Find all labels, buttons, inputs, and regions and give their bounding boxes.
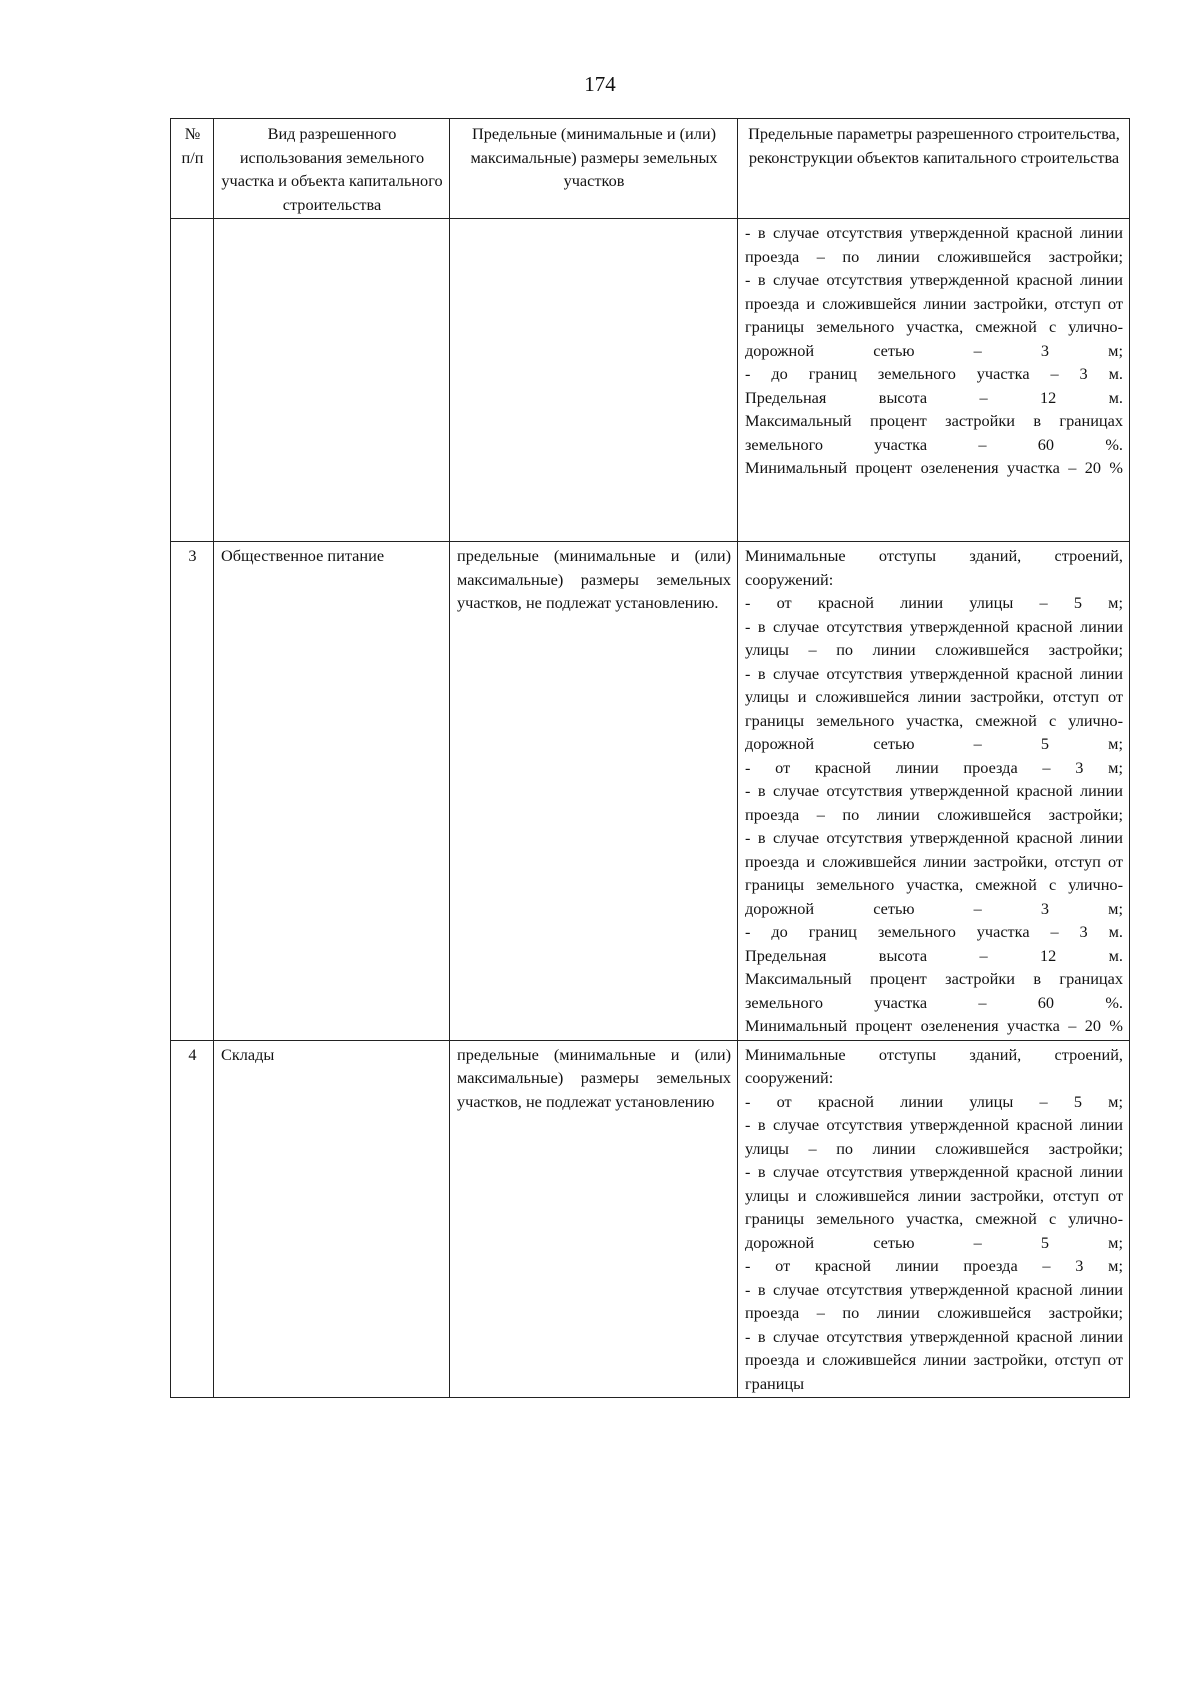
param-line: Предельная высота – 12 м. [745, 945, 1123, 965]
cell-number: 3 [171, 542, 214, 1041]
param-line: - в случае отсутствия утвержденной красной линии проезда – по линии сложившейся застройки; [745, 1279, 1123, 1322]
cell-plot-size: предельные (минимальные и (или) максимальные) размеры земельных участков, не подлежат установлению. [450, 542, 738, 1041]
param-line: Максимальный процент застройки в границах земельного участка – 60 %. [745, 411, 1123, 454]
header-number: № п/п [171, 119, 214, 219]
param-line: - в случае отсутствия утвержденной красной линии улицы и сложившейся линии застройки, отступ от границы земельного участка, смежной с улично-дорожной сетью – 5 м; [745, 663, 1123, 753]
table-row [171, 542, 1130, 1041]
cell-number: 4 [171, 1040, 214, 1398]
param-line: - в случае отсутствия утвержденной красной линии улицы – по линии сложившейся застройки; [745, 616, 1123, 659]
cell-build-params [738, 542, 1130, 1041]
param-line: - в случае отсутствия утвержденной красной линии проезда – по линии сложившейся застройки; [745, 781, 1123, 824]
param-line: Минимальные отступы зданий, строений, сооружений: [745, 546, 1123, 589]
param-line: - от красной линии улицы – 5 м; [745, 1091, 1123, 1111]
param-line: - в случае отсутствия утвержденной красной линии проезда и сложившейся линии застройки, отступ от границы земельного участка, смежной с улично-дорожной сетью – 3 м; [745, 270, 1123, 360]
table-row [171, 1040, 1130, 1398]
table-row-continuation [171, 219, 1130, 542]
param-line: - в случае отсутствия утвержденной красной линии улицы и сложившейся линии застройки, отступ от границы земельного участка, смежной с улично-дорожной сетью – 5 м; [745, 1162, 1123, 1252]
cell-build-params [738, 1040, 1130, 1398]
page-number: 174 [584, 72, 616, 96]
cell-number [171, 219, 214, 542]
regulations-table-container [170, 118, 1130, 1398]
param-line: - до границ земельного участка – 3 м. [745, 364, 1123, 383]
param-line: Минимальные отступы зданий, строений, сооружений: [745, 1044, 1123, 1087]
header-use-type: Вид разрешенного использования земельного участка и объекта капитального строительства [214, 119, 450, 219]
cell-build-params [738, 219, 1130, 542]
table-header-row [171, 119, 1130, 219]
param-line: - от красной линии проезда – 3 м; [745, 757, 1123, 777]
param-line: - до границ земельного участка – 3 м. [745, 922, 1123, 941]
param-line: - от красной линии улицы – 5 м; [745, 593, 1123, 612]
cell-use-type: Склады [214, 1040, 450, 1398]
header-build-params: Предельные параметры разрешенного строительства, реконструкции объектов капитального строительства [738, 119, 1130, 219]
param-line: - в случае отсутствия утвержденной красной линии проезда и сложившейся линии застройки, отступ от границы [745, 1326, 1123, 1393]
cell-plot-size [450, 219, 738, 542]
cell-plot-size: предельные (минимальные и (или) максимальные) размеры земельных участков, не подлежат установлению [450, 1040, 738, 1398]
cell-use-type: Общественное питание [214, 542, 450, 1041]
param-line: - в случае отсутствия утвержденной красной линии проезда и сложившейся линии застройки, отступ от границы земельного участка, смежной с улично-дорожной сетью – 3 м; [745, 828, 1123, 918]
param-line: Предельная высота – 12 м. [745, 387, 1123, 407]
param-line: Минимальный процент озеленения участка – 20 % [745, 1016, 1123, 1035]
param-line: - в случае отсутствия утвержденной красной линии улицы – по линии сложившейся застройки; [745, 1115, 1123, 1158]
param-line: - от красной линии проезда – 3 м; [745, 1256, 1123, 1275]
param-line: Максимальный процент застройки в границах земельного участка – 60 %. [745, 969, 1123, 1012]
param-line: Минимальный процент озеленения участка – 20 % [745, 458, 1123, 477]
header-plot-size: Предельные (минимальные и (или) максимальные) размеры земельных участков [450, 119, 738, 219]
regulations-table [170, 118, 1130, 1398]
param-line: - в случае отсутствия утвержденной красной линии проезда – по линии сложившейся застройки; [745, 223, 1123, 266]
cell-use-type [214, 219, 450, 542]
